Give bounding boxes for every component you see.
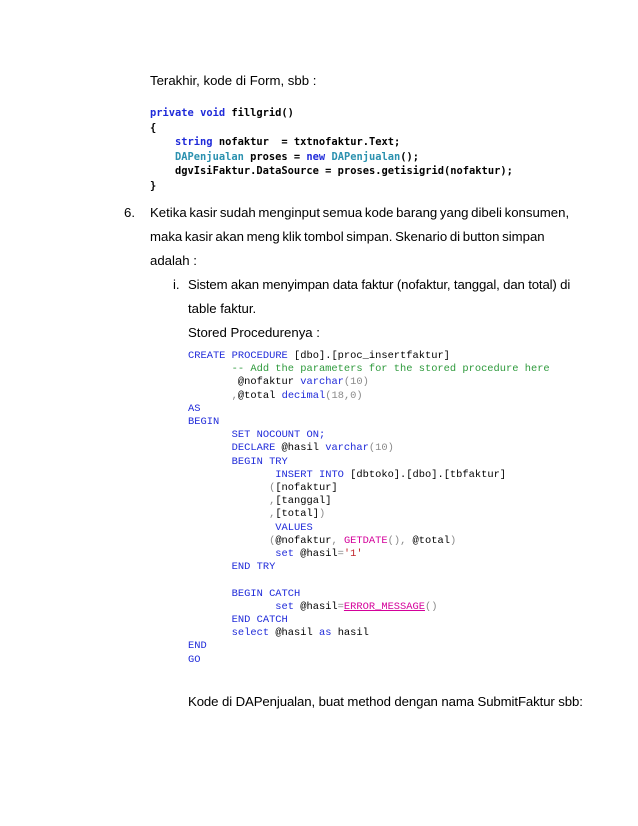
stored-procedure-code-block	[188, 350, 550, 667]
sql-punct: )	[449, 534, 457, 547]
sql-text: [nofaktur]	[275, 482, 338, 495]
item-6-line-2: maka kasir akan meng klik tombol simpan. Skenario di button simpan	[150, 229, 545, 244]
sql-punct: (10)	[343, 376, 369, 389]
sql-keyword: INTO	[318, 468, 344, 481]
sql-keyword: END	[188, 640, 207, 653]
code-text: nofaktur = txtnofaktur.Text;	[212, 136, 401, 148]
stored-procedure-label: Stored Procedurenya :	[188, 325, 320, 340]
code-text: ();	[400, 150, 420, 163]
sql-text: @total	[237, 389, 276, 402]
subitem-i-marker: i.	[173, 277, 180, 292]
sql-keyword: AS	[188, 402, 201, 415]
sql-keyword: BEGIN CATCH	[231, 587, 301, 600]
sql-punct: =	[337, 548, 344, 561]
sql-keyword: varchar	[300, 376, 344, 389]
sql-text: @hasil	[269, 627, 319, 640]
sql-keyword: select	[231, 627, 270, 640]
sql-keyword: set	[275, 600, 295, 613]
code-text: }	[150, 179, 157, 192]
sql-keyword: END TRY	[231, 561, 276, 574]
sql-text: [dbo].[proc_insertfaktur]	[287, 350, 450, 362]
sql-punct: (	[269, 482, 276, 495]
sql-punct: ,	[269, 495, 276, 508]
sql-text: [dbtoko].[dbo].[tbfaktur]	[343, 468, 507, 481]
sql-keyword: VALUES	[275, 521, 313, 534]
sql-keyword: CREATE	[188, 350, 226, 362]
sql-keyword: as	[318, 627, 332, 640]
sql-text: @total	[406, 534, 450, 547]
code-keyword: new	[306, 150, 326, 163]
sql-text: hasil	[331, 627, 369, 640]
sql-punct: (	[269, 534, 276, 547]
sql-keyword: INSERT	[275, 468, 313, 481]
sql-text: [tanggal]	[275, 495, 332, 508]
code-keyword: string	[175, 136, 213, 148]
item-6-line-1: Ketika kasir sudah menginput semua kode barang yang dibeli konsumen,	[150, 205, 570, 220]
fillgrid-code-block	[150, 106, 513, 193]
subitem-i-line-2: table faktur.	[188, 301, 257, 316]
sql-punct: ,	[231, 389, 238, 402]
footer-text: Kode di DAPenjualan, buat method dengan nama SubmitFaktur sbb:	[188, 694, 583, 709]
sql-keyword: END CATCH	[231, 614, 288, 627]
sql-text: [total]	[275, 508, 319, 521]
sql-function: ERROR_MESSAGE	[343, 600, 425, 613]
sql-keyword: BEGIN TRY	[231, 455, 288, 468]
sql-keyword: PROCEDURE	[231, 350, 288, 362]
sql-keyword: varchar	[325, 442, 369, 455]
code-text: proses =	[243, 150, 307, 163]
sql-punct: (18,0)	[325, 389, 363, 402]
sql-punct: (10)	[368, 442, 394, 455]
sql-text: @nofaktur	[275, 534, 332, 547]
code-type: DAPenjualan	[175, 150, 244, 163]
sql-punct: ()	[424, 600, 438, 613]
subitem-i-line-1: Sistem akan menyimpan data faktur (nofaktur, tanggal, dan total) di	[188, 277, 571, 292]
item-6-line-3: adalah :	[150, 253, 197, 268]
sql-comment: -- Add the parameters for the stored procedure here	[231, 363, 550, 376]
sql-text: @hasil	[275, 442, 326, 455]
code-text: dgvIsiFaktur.DataSource = proses.getisigrid(nofaktur);	[175, 165, 513, 177]
sql-text: @nofaktur	[237, 376, 295, 389]
sql-text: @hasil	[294, 548, 338, 561]
sql-punct: ,	[269, 508, 276, 521]
sql-keyword: ON;	[306, 429, 326, 442]
sql-text: @hasil	[294, 600, 338, 613]
sql-keyword: GO	[188, 653, 201, 666]
sql-keyword: DECLARE	[231, 442, 276, 455]
sql-function: GETDATE	[343, 534, 388, 547]
sql-punct: ,	[331, 534, 338, 547]
item-6-number: 6.	[124, 205, 135, 220]
code-keyword: private	[150, 107, 194, 119]
code-text: {	[150, 121, 157, 134]
sql-string: '1'	[343, 548, 363, 561]
sql-keyword: BEGIN	[188, 416, 220, 429]
intro-text: Terakhir, kode di Form, sbb :	[150, 73, 317, 88]
sql-punct: (),	[387, 534, 407, 547]
code-type: DAPenjualan	[331, 150, 401, 163]
sql-keyword: SET	[231, 429, 251, 442]
code-keyword: void	[200, 107, 226, 119]
sql-keyword: NOCOUNT	[256, 429, 301, 442]
sql-punct: )	[318, 508, 326, 521]
sql-keyword: decimal	[281, 389, 326, 402]
sql-punct: =	[337, 600, 344, 613]
sql-keyword: set	[275, 548, 295, 561]
code-text: fillgrid()	[225, 107, 294, 119]
